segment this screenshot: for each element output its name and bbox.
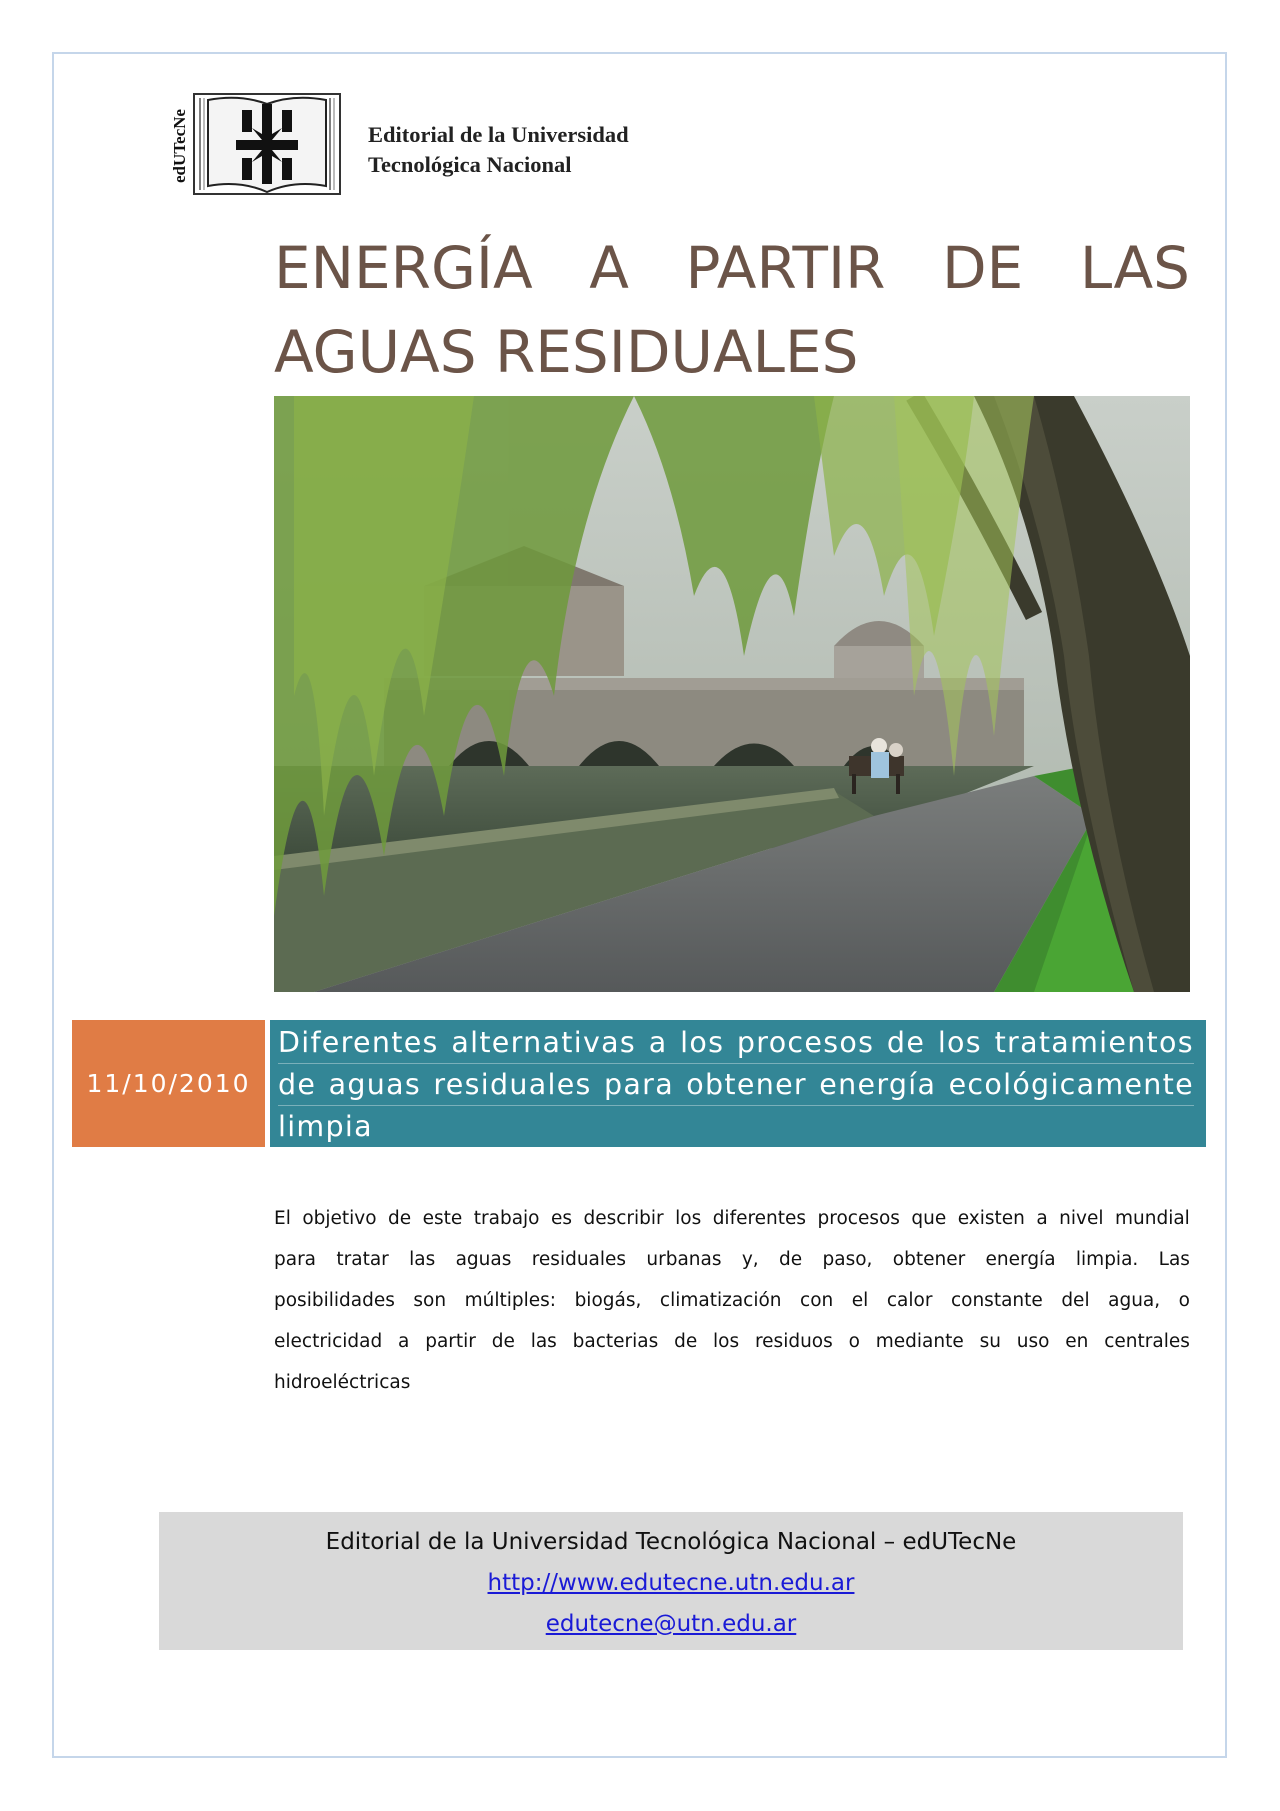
abstract-word: el: [851, 1290, 869, 1311]
footer-publisher: Editorial de la Universidad Tecnológica Nacional – edUTecNe: [325, 1529, 1017, 1555]
abstract-word: en: [1065, 1331, 1089, 1352]
abstract-word: Las: [1158, 1249, 1190, 1270]
abstract-word: climatización: [659, 1290, 782, 1311]
abstract-word: mediante: [875, 1331, 964, 1352]
subtitle-word: energía: [819, 1068, 937, 1101]
publication-date: 11/10/2010: [86, 1069, 251, 1098]
document-title: [274, 226, 1190, 394]
abstract-word: procesos: [817, 1208, 900, 1229]
abstract-word: de: [388, 1208, 412, 1229]
abstract-word: aguas: [455, 1249, 512, 1270]
abstract-word: su: [979, 1331, 1001, 1352]
subtitle-word: obtener: [686, 1068, 807, 1101]
subtitle-word: tratamientos: [994, 1026, 1194, 1059]
subtitle-line-2: [278, 1064, 1194, 1106]
publisher-line-1: Editorial de la Universidad: [368, 122, 629, 147]
publisher-line-2: Tecnológica Nacional: [368, 152, 572, 177]
abstract-word: a: [398, 1331, 410, 1352]
abstract-line-3: [274, 1280, 1190, 1321]
cover-photo: [274, 396, 1190, 992]
footer-box: [159, 1512, 1183, 1650]
abstract-word: limpia.: [1075, 1249, 1139, 1270]
abstract-word: objetivo: [302, 1208, 377, 1229]
abstract-word: nivel: [1059, 1208, 1104, 1229]
abstract-word: urbanas: [646, 1249, 722, 1270]
subtitle-line-3: limpia: [278, 1110, 373, 1143]
abstract-word: hidroeléctricas: [274, 1372, 411, 1393]
title-word: LAS: [1079, 234, 1190, 302]
abstract-word: electricidad: [274, 1331, 383, 1352]
title-line-1: [274, 226, 1190, 310]
abstract-line-4: [274, 1321, 1190, 1362]
abstract-word: las: [530, 1331, 557, 1352]
abstract-word: y,: [741, 1249, 759, 1270]
abstract-word: bacterias: [572, 1331, 659, 1352]
abstract-word: posibilidades: [274, 1290, 395, 1311]
subtitle-word: para: [604, 1068, 674, 1101]
abstract-word: existen: [957, 1208, 1025, 1229]
abstract-word: que: [911, 1208, 947, 1229]
abstract-word: calor: [886, 1290, 933, 1311]
date-box: [72, 1020, 265, 1147]
riverside-park-bridge-icon: [274, 396, 1190, 992]
subtitle-word: los: [937, 1026, 982, 1059]
title-line-2: AGUAS RESIDUALES: [274, 318, 859, 386]
abstract-word: diferentes: [712, 1208, 807, 1229]
abstract-word: para: [274, 1249, 317, 1270]
abstract-paragraph: [274, 1198, 1190, 1403]
subtitle-word: a: [648, 1026, 668, 1059]
abstract-line-5: [274, 1362, 1190, 1403]
abstract-word: energía: [985, 1249, 1056, 1270]
abstract-word: con: [800, 1290, 834, 1311]
abstract-word: los: [675, 1208, 702, 1229]
subtitle-word: alternativas: [451, 1026, 637, 1059]
abstract-word: son: [413, 1290, 447, 1311]
abstract-word: obtener: [892, 1249, 966, 1270]
abstract-word: describir: [583, 1208, 664, 1229]
abstract-word: paso,: [822, 1249, 873, 1270]
footer-website-link[interactable]: http://www.edutecne.utn.edu.ar: [487, 1570, 855, 1596]
title-word: PARTIR: [685, 234, 886, 302]
abstract-word: uso: [1016, 1331, 1050, 1352]
abstract-word: los: [713, 1331, 740, 1352]
abstract-word: de: [779, 1249, 803, 1270]
subtitle-word: de: [886, 1026, 926, 1059]
title-word: DE: [941, 234, 1024, 302]
abstract-line-1: [274, 1198, 1190, 1239]
abstract-word: mundial: [1114, 1208, 1190, 1229]
abstract-word: constante: [950, 1290, 1043, 1311]
logo-side-text: edUTecNe: [170, 109, 189, 183]
subtitle-box: [270, 1020, 1206, 1147]
abstract-word: biogás,: [574, 1290, 642, 1311]
abstract-word: partir: [425, 1331, 476, 1352]
abstract-word: trabajo: [473, 1208, 540, 1229]
abstract-line-2: [274, 1239, 1190, 1280]
utn-logo-icon: [170, 90, 345, 200]
subtitle-word: aguas: [328, 1068, 422, 1101]
abstract-word: a: [1036, 1208, 1048, 1229]
publisher-name: [368, 120, 629, 180]
abstract-word: residuos: [754, 1331, 833, 1352]
subtitle-line-1: [278, 1022, 1194, 1064]
abstract-word: las: [409, 1249, 436, 1270]
subtitle-word: residuales: [433, 1068, 592, 1101]
subtitle-word: los: [680, 1026, 725, 1059]
abstract-word: El: [274, 1208, 291, 1229]
abstract-word: centrales: [1104, 1331, 1190, 1352]
abstract-word: agua,: [1108, 1290, 1161, 1311]
title-word: ENERGÍA: [274, 234, 533, 302]
abstract-word: o: [848, 1331, 860, 1352]
abstract-word: este: [422, 1208, 463, 1229]
footer-email-link[interactable]: edutecne@utn.edu.ar: [545, 1611, 797, 1637]
abstract-word: múltiples:: [464, 1290, 557, 1311]
abstract-word: del: [1061, 1290, 1090, 1311]
title-word: A: [589, 234, 629, 302]
abstract-word: tratar: [336, 1249, 389, 1270]
abstract-word: o: [1178, 1290, 1190, 1311]
subtitle-word: Diferentes: [278, 1026, 439, 1059]
abstract-word: de: [491, 1331, 515, 1352]
abstract-word: de: [674, 1331, 698, 1352]
subtitle-word: ecológicamente: [948, 1068, 1194, 1101]
abstract-word: es: [550, 1208, 572, 1229]
abstract-word: residuales: [531, 1249, 627, 1270]
subtitle-word: procesos: [736, 1026, 875, 1059]
subtitle-word: de: [278, 1068, 317, 1101]
